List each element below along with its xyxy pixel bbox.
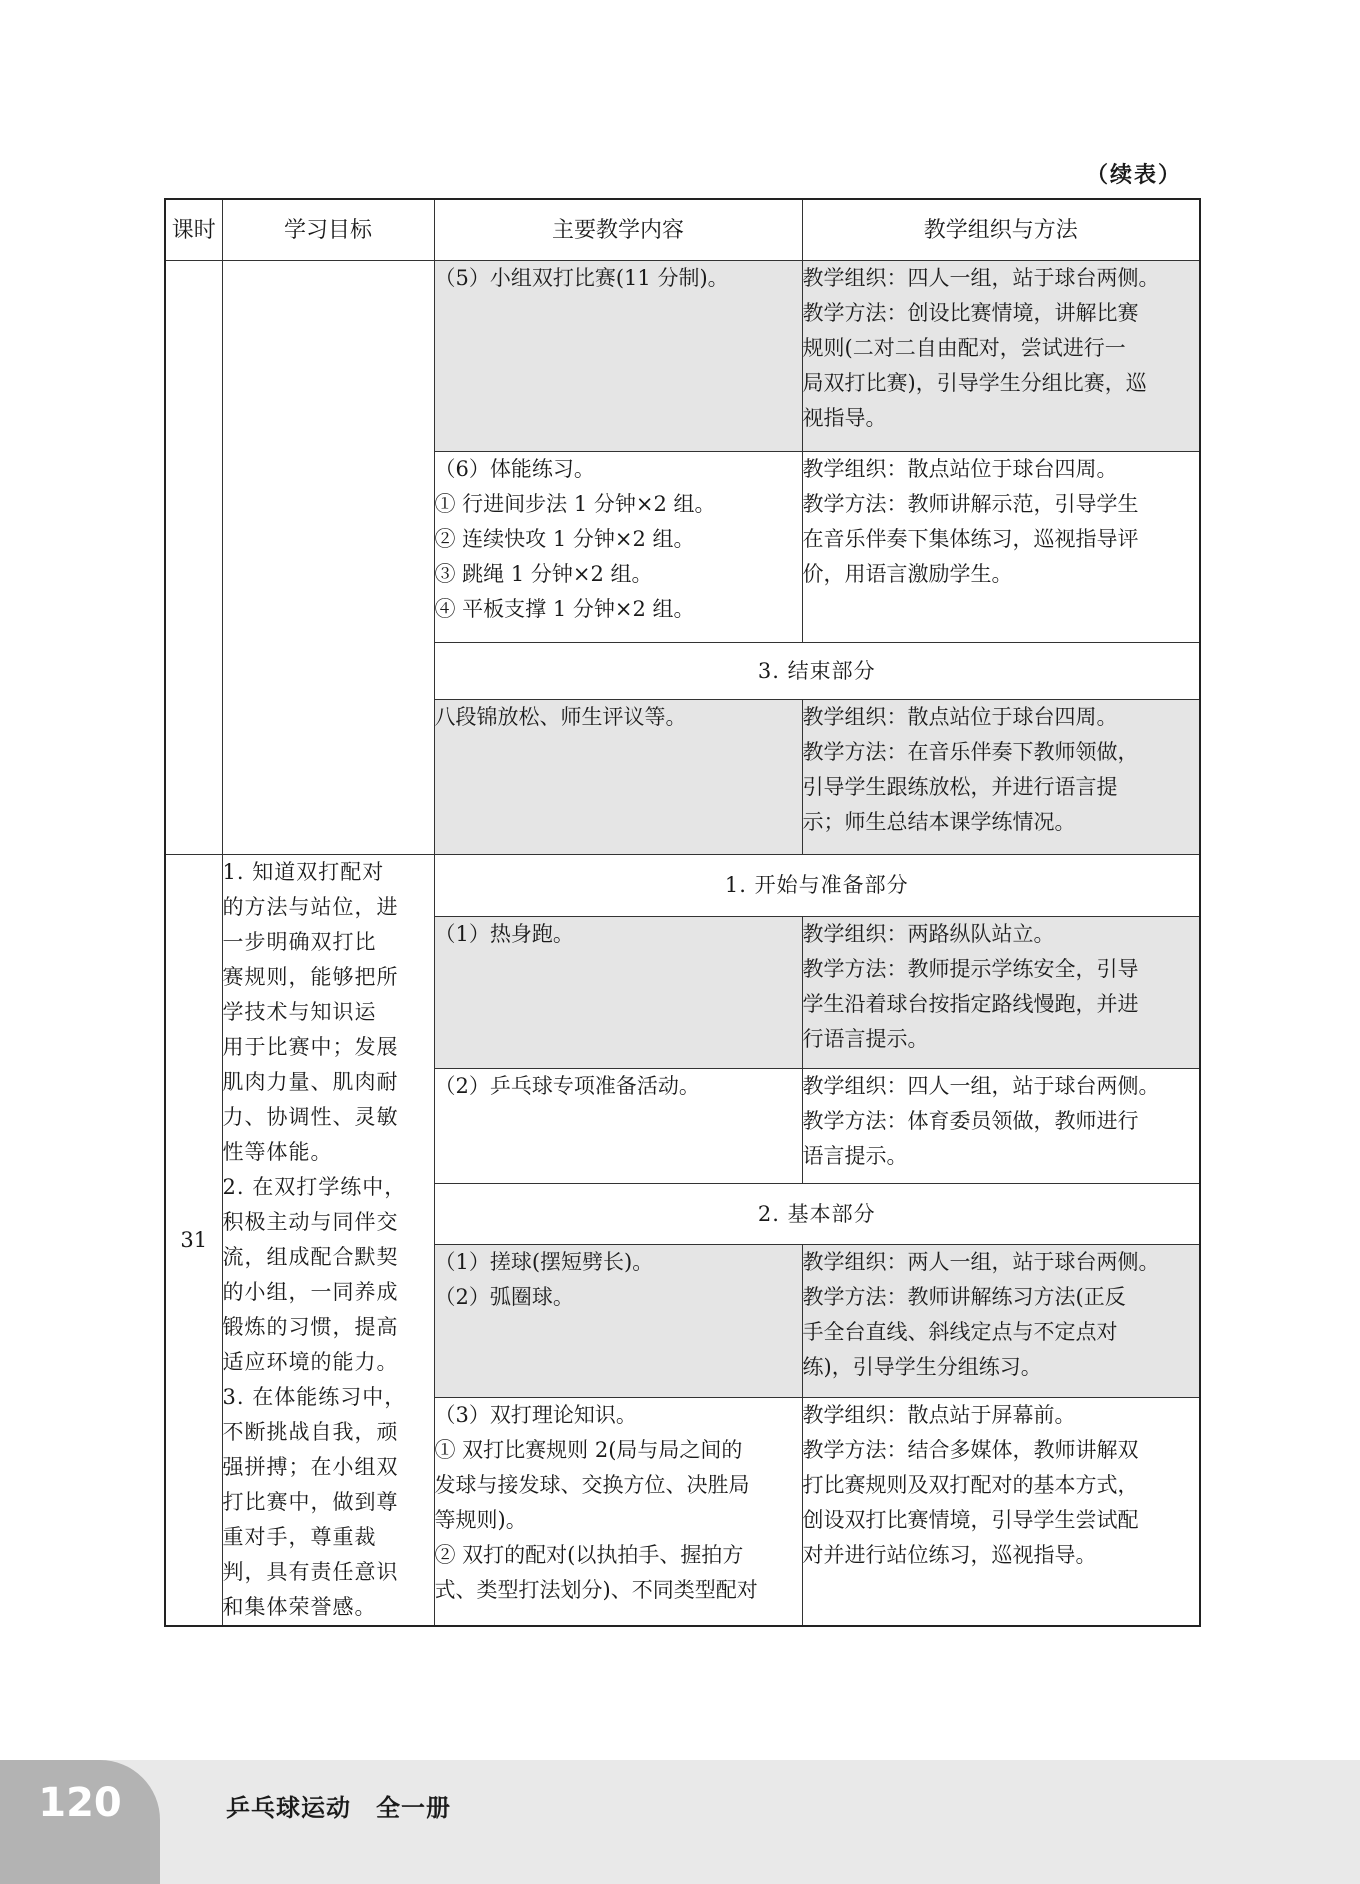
- text-line: 局双打比赛)，引导学生分组比赛，巡: [802, 371, 1147, 395]
- method-cell: [802, 1245, 1200, 1397]
- text-line: 式、类型打法划分)、不同类型配对: [434, 1577, 758, 1602]
- lesson-plan-table: [164, 198, 1201, 1627]
- goals-cell-empty: [222, 261, 434, 855]
- content-cell: [434, 1397, 802, 1626]
- goal-line: 锻炼的习惯，提高: [222, 1315, 399, 1339]
- text-line: （1）搓球(摆短劈长)。: [434, 1250, 654, 1275]
- method-cell: [802, 261, 1200, 452]
- text-line: 八段锦放松、师生评议等。: [434, 705, 687, 729]
- text-line: 创设双打比赛情境，引导学生尝试配: [802, 1507, 1139, 1532]
- goal-line: 3. 在体能练习中，: [222, 1385, 407, 1409]
- content-cell: [434, 700, 802, 855]
- method-cell: [802, 1397, 1200, 1626]
- goal-line: 流，组成配合默契: [222, 1245, 399, 1269]
- period-cell-empty: [165, 261, 222, 855]
- section-heading-end: 3. 结束部分: [434, 643, 1200, 700]
- text-line: 学生沿着球台按指定路线慢跑，并进: [802, 991, 1139, 1016]
- text-line: 教学方法：教师提示学练安全，引导: [802, 956, 1139, 981]
- text-line: ③ 跳绳 1 分钟×2 组。: [434, 562, 653, 586]
- text-line: （3）双打理论知识。: [434, 1402, 637, 1427]
- section-heading-basic: 2. 基本部分: [434, 1183, 1200, 1245]
- method-cell: [802, 1069, 1200, 1184]
- text-line: 教学组织：两路纵队站立。: [802, 921, 1055, 946]
- content-cell: [434, 452, 802, 643]
- method-cell: [802, 452, 1200, 643]
- section-row: [165, 855, 1200, 917]
- goal-line: 性等体能。: [222, 1140, 333, 1164]
- text-line: 打比赛规则及双打配对的基本方式，: [802, 1472, 1139, 1497]
- goal-line: 1. 知道双打配对: [222, 860, 385, 884]
- text-line: 教学方法：在音乐伴奏下教师领做，: [802, 740, 1139, 764]
- content-cell: [434, 1069, 802, 1184]
- goal-line: 打比赛中，做到尊: [222, 1490, 399, 1514]
- content-cell: [434, 261, 802, 452]
- goal-line: 的方法与站位，进: [222, 895, 399, 919]
- text-line: 教学组织：散点站于屏幕前。: [802, 1402, 1076, 1427]
- text-line: 对并进行站位练习，巡视指导。: [802, 1542, 1097, 1567]
- text-line: 练)，引导学生分组练习。: [802, 1355, 1042, 1380]
- text-line: （1）热身跑。: [434, 921, 574, 946]
- text-line: 手全台直线、斜线定点与不定点对: [802, 1320, 1118, 1345]
- text-line: 规则(二对二自由配对，尝试进行一: [802, 336, 1126, 360]
- page-number: 120: [0, 1760, 160, 1884]
- goal-line: 适应环境的能力。: [222, 1350, 399, 1374]
- text-line: （2）乒乓球专项准备活动。: [434, 1074, 700, 1099]
- text-line: 教学方法：体育委员领做，教师进行: [802, 1109, 1139, 1134]
- method-cell: [802, 916, 1200, 1068]
- header-period: 课时: [165, 199, 222, 261]
- goal-line: 一步明确双打比: [222, 930, 377, 954]
- header-method: 教学组织与方法: [802, 199, 1200, 261]
- text-line: ① 双打比赛规则 2(局与局之间的: [434, 1437, 743, 1462]
- goal-line: 重对手，尊重裁: [222, 1525, 377, 1549]
- text-line: （2）弧圈球。: [434, 1285, 574, 1310]
- goal-line: 肌肉力量、肌肉耐: [222, 1070, 399, 1094]
- text-line: ② 双打的配对(以执拍手、握拍方: [434, 1542, 744, 1567]
- book-title: 乒乓球运动 全一册: [226, 1794, 451, 1822]
- text-line: 教学组织：两人一组，站于球台两侧。: [802, 1250, 1160, 1275]
- goal-line: 强拼搏；在小组双: [222, 1455, 399, 1479]
- page-footer: [0, 1760, 1360, 1884]
- text-line: 教学组织：散点站位于球台四周。: [802, 705, 1118, 729]
- goal-line: 和集体荣誉感。: [222, 1595, 377, 1619]
- text-line: 视指导。: [802, 406, 887, 430]
- text-line: 教学方法：创设比赛情境，讲解比赛: [802, 301, 1139, 325]
- continued-label: （续表）: [1086, 163, 1183, 188]
- header-content: 主要教学内容: [434, 199, 802, 261]
- content-cell: [434, 916, 802, 1068]
- goal-line: 不断挑战自我，顽: [222, 1420, 399, 1444]
- goal-line: 积极主动与同伴交: [222, 1210, 399, 1234]
- goal-line: 的小组，一同养成: [222, 1280, 399, 1304]
- header-goals: 学习目标: [222, 199, 434, 261]
- text-line: 价，用语言激励学生。: [802, 562, 1013, 586]
- text-line: （5）小组双打比赛(11 分制)。: [434, 266, 729, 290]
- text-line: 教学组织：四人一组，站于球台两侧。: [802, 266, 1160, 290]
- section-heading-start: 1. 开始与准备部分: [434, 855, 1200, 917]
- method-cell: [802, 700, 1200, 855]
- text-line: 行语言提示。: [802, 1026, 929, 1051]
- text-line: 教学组织：四人一组，站于球台两侧。: [802, 1074, 1160, 1099]
- text-line: 教学方法：教师讲解练习方法(正反: [802, 1285, 1126, 1310]
- text-line: 在音乐伴奏下集体练习，巡视指导评: [802, 527, 1139, 551]
- text-line: ② 连续快攻 1 分钟×2 组。: [434, 527, 695, 551]
- period-number: 31: [165, 855, 222, 1627]
- learning-goals: [222, 855, 434, 1627]
- goal-line: 力、协调性、灵敏: [222, 1105, 399, 1129]
- goal-line: 学技术与知识运: [222, 1000, 377, 1024]
- text-line: ④ 平板支撑 1 分钟×2 组。: [434, 597, 695, 621]
- text-line: 教学组织：散点站位于球台四周。: [802, 457, 1118, 481]
- goal-line: 用于比赛中；发展: [222, 1035, 399, 1059]
- content-cell: [434, 1245, 802, 1397]
- text-line: 引导学生跟练放松，并进行语言提: [802, 775, 1118, 799]
- goal-line: 2. 在双打学练中，: [222, 1175, 407, 1199]
- text-line: 等规则)。: [434, 1507, 527, 1532]
- goal-line: 赛规则，能够把所: [222, 965, 399, 989]
- goal-line: 判，具有责任意识: [222, 1560, 399, 1584]
- text-line: （6）体能练习。: [434, 457, 595, 481]
- table-row: [165, 261, 1200, 452]
- text-line: 教学方法：教师讲解示范，引导学生: [802, 492, 1139, 516]
- text-line: 语言提示。: [802, 1144, 908, 1169]
- text-line: 示；师生总结本课学练情况。: [802, 810, 1076, 834]
- text-line: ① 行进间步法 1 分钟×2 组。: [434, 492, 716, 516]
- header-row: [165, 199, 1200, 261]
- text-line: 教学方法：结合多媒体，教师讲解双: [802, 1437, 1139, 1462]
- text-line: 发球与接发球、交换方位、决胜局: [434, 1472, 750, 1497]
